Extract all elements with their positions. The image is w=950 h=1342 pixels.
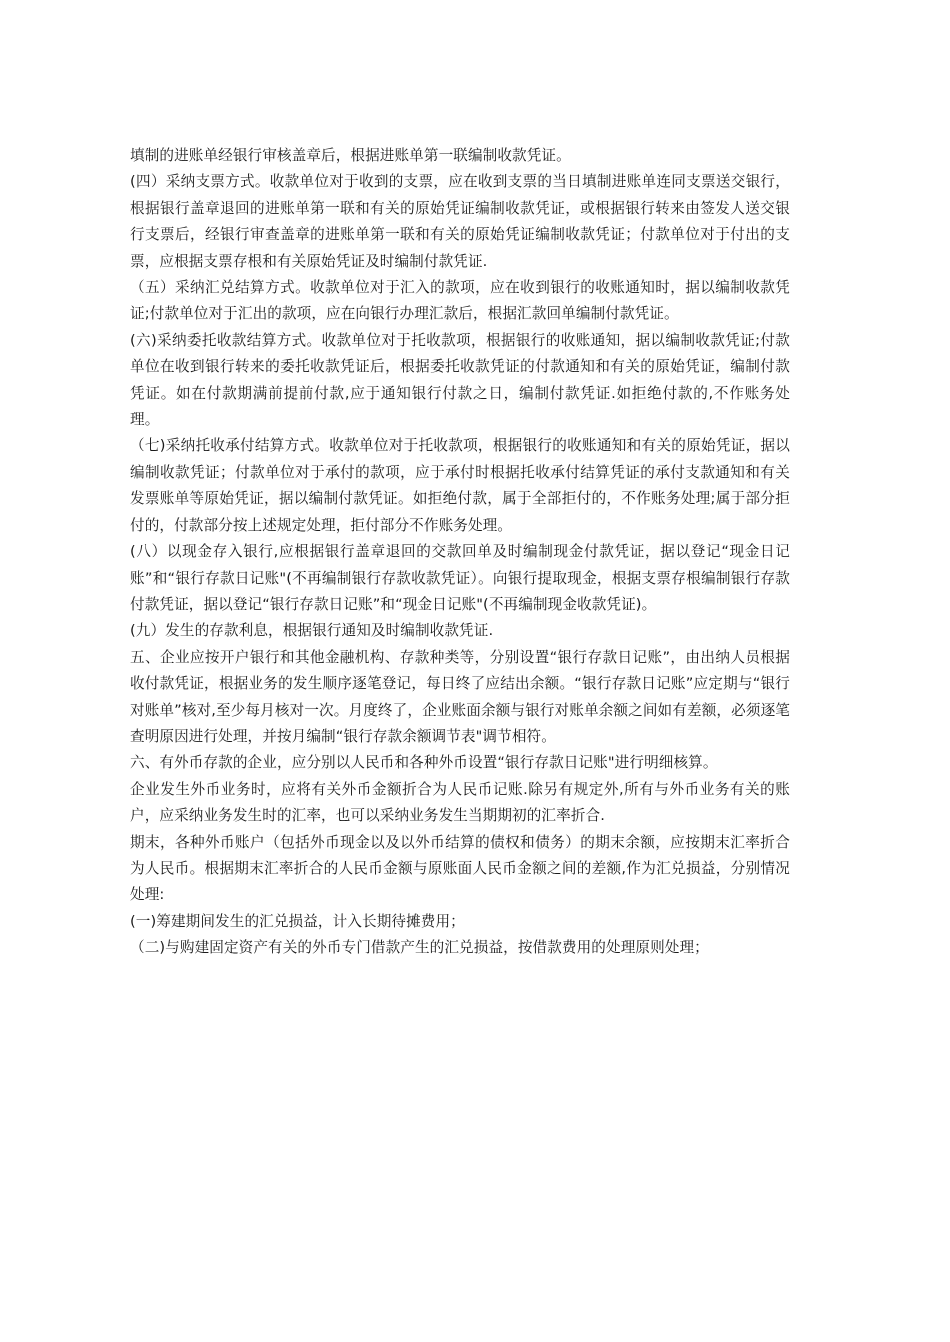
document-body xyxy=(130,143,790,962)
paragraph: (八）以现金存入银行,应根据银行盖章退回的交款回单及时编制现金付款凭证，据以登记“现金日记账”和“银行存款日记账"(不再编制银行存款收款凭证）。向银行提取现金，根据支票存根编制银行存款付款凭证，据以登记“银行存款日记账”和“现金日记账"(不再编制现金收款凭证)。 xyxy=(130,543,790,613)
paragraph: (一)筹建期间发生的汇兑损益，计入长期待摊费用； xyxy=(130,912,465,930)
paragraph: 五、企业应按开户银行和其他金融机构、存款种类等，分别设置“银行存款日记账”，由出纳人员根据收付款凭证，根据业务的发生顺序逐笔登记，每日终了应结出余额。“银行存款日记账”应定期与“银行对账单”核对,至少每月核对一次。月度终了，企业账面余额与银行对账单余额之间如有差额，必须逐笔查明原因进行处理，并按月编制“银行存款余额调节表"调节相符。 xyxy=(130,648,790,745)
paragraph: (六)采纳委托收款结算方式。收款单位对于托收款项，根据银行的收账通知，据以编制收款凭证;付款单位在收到银行转来的委托收款凭证后，根据委托收款凭证的付款通知和有关的原始凭证，编制付款凭证。如在付款期满前提前付款,应于通知银行付款之日，编制付款凭证.如拒绝付款的,不作账务处理。 xyxy=(130,331,790,429)
paragraph: （五）采纳汇兑结算方式。收款单位对于汇入的款项，应在收到银行的收账通知时，据以编制收款凭证;付款单位对于汇出的款项，应在向银行办理汇款后，根据汇款回单编制付款凭证。 xyxy=(130,279,790,323)
paragraph: 六、有外币存款的企业，应分别以人民币和各种外币设置“银行存款日记账"进行明细核算。 xyxy=(130,754,718,772)
paragraph: （七)采纳托收承付结算方式。收款单位对于托收款项，根据银行的收账通知和有关的原始凭证，据以编制收款凭证；付款单位对于承付的款项，应于承付时根据托收承付结算凭证的承付支款通知和有关发票账单等原始凭证，据以编制付款凭证。如拒绝付款，属于全部拒付的，不作账务处理;属于部分拒付的，付款部分按上述规定处理，拒付部分不作账务处理。 xyxy=(130,437,790,534)
paragraph: 期末，各种外币账户（包括外币现金以及以外币结算的债权和债务）的期末余额，应按期末汇率折合为人民币。根据期末汇率折合的人民币金额与原账面人民币金额之间的差额,作为汇兑损益，分别情况处理: xyxy=(130,833,790,904)
paragraph: 填制的进账单经银行审核盖章后，根据进账单第一联编制收款凭证。 xyxy=(130,147,571,164)
paragraph: (四）采纳支票方式。收款单位对于收到的支票，应在收到支票的当日填制进账单连同支票送交银行，根据银行盖章退回的进账单第一联和有关的原始凭证编制收款凭证，或根据银行转来由签发人送交银行支票后，经银行审查盖章的进账单第一联和有关的原始凭证编制收款凭证；付款单位对于付出的支票，应根据支票存根和有关原始凭证及时编制付款凭证. xyxy=(130,173,790,270)
paragraph: 企业发生外币业务时，应将有关外币金额折合为人民币记账.除另有规定外,所有与外币业务有关的账户，应采纳业务发生时的汇率，也可以采纳业务发生当期期初的汇率折合. xyxy=(130,780,790,825)
paragraph: （二)与购建固定资产有关的外币专门借款产生的汇兑损益，按借款费用的处理原则处理； xyxy=(130,939,709,957)
paragraph: (九）发生的存款利息，根据银行通知及时编制收款凭证. xyxy=(130,622,494,640)
